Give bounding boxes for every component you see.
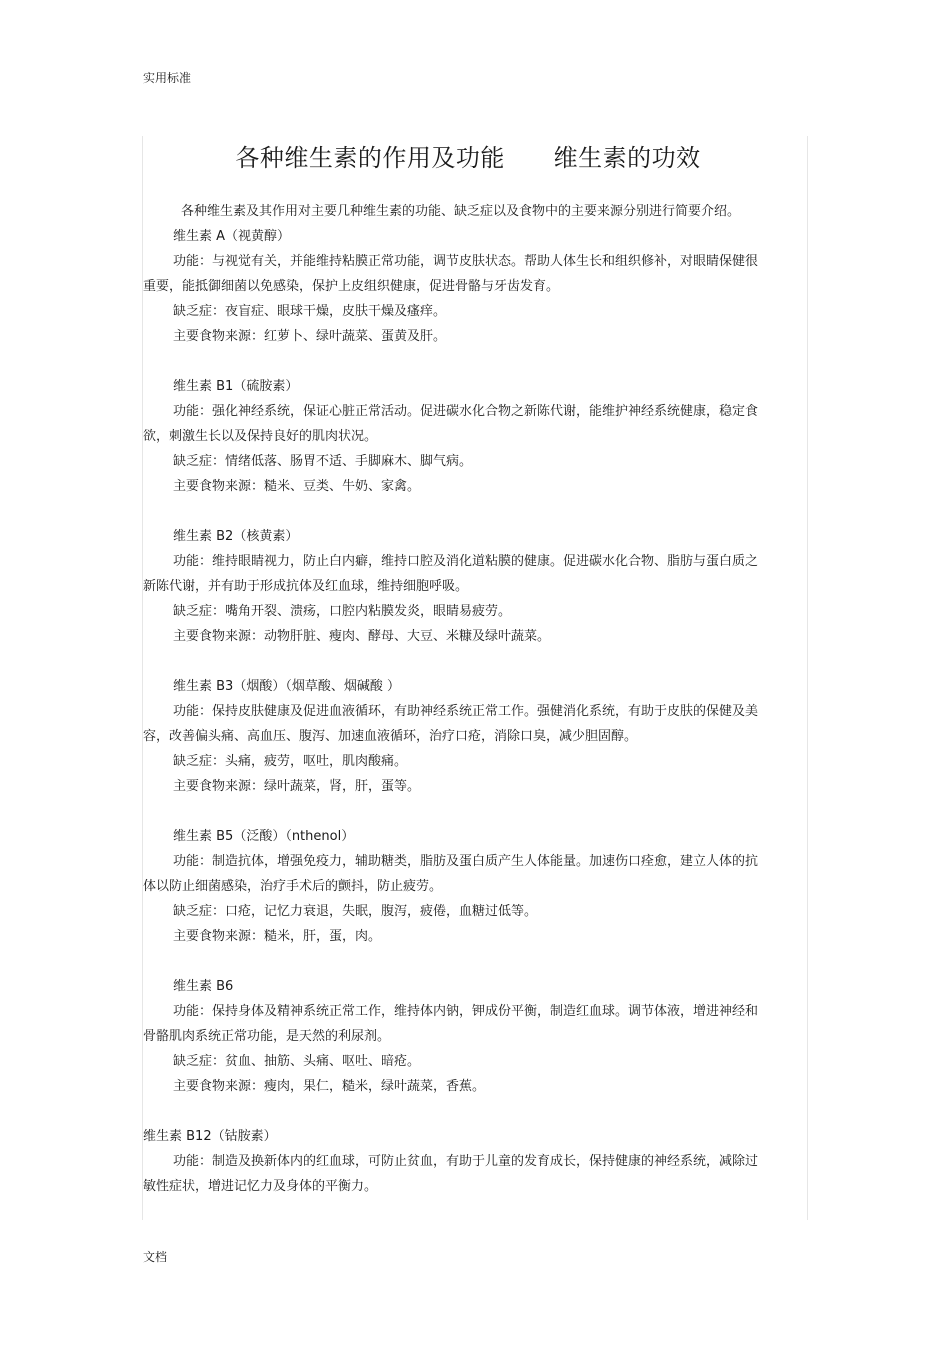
section-sources-vitamin-a: 主要食物来源：红萝卜、绿叶蔬菜、蛋黄及肝。 bbox=[173, 329, 447, 344]
section-heading-vitamin-b3: 维生素 B3（烟酸）（烟草酸、烟碱酸 ） bbox=[173, 679, 400, 694]
section-sources-vitamin-b5: 主要食物来源：糙米，肝，蛋，肉。 bbox=[173, 929, 382, 944]
section-deficiency-vitamin-b6: 缺乏症：贫血、抽筋、头痛、呕吐、暗疮。 bbox=[173, 1054, 421, 1069]
section-deficiency-vitamin-b2: 缺乏症：嘴角开裂、溃疡，口腔内粘膜发炎，眼睛易疲劳。 bbox=[173, 604, 512, 619]
section-deficiency-vitamin-b5: 缺乏症：口疮，记忆力衰退，失眠，腹泻，疲倦，血糖过低等。 bbox=[173, 904, 538, 919]
section-spacer bbox=[143, 649, 761, 674]
section-heading-vitamin-b2: 维生素 B2（核黄素） bbox=[173, 529, 299, 544]
section-sources-vitamin-b1: 主要食物来源：糙米、豆类、牛奶、家禽。 bbox=[173, 479, 421, 494]
document-title: 各种维生素的作用及功能 维生素的功效 bbox=[235, 144, 701, 172]
page-footer-label: 文档 bbox=[143, 1250, 168, 1264]
section-heading-vitamin-b5: 维生素 B5（泛酸）（nthenol） bbox=[173, 829, 355, 844]
section-function-vitamin-b2: 功能：维持眼睛视力，防止白内癖，维持口腔及消化道粘膜的健康。促进碳水化合物、脂肪与蛋白质之新陈代谢，并有助于形成抗体及红血球，维持细胞呼吸。 bbox=[143, 554, 759, 594]
section-spacer bbox=[143, 499, 761, 524]
section-function-vitamin-b12: 功能：制造及换新体内的红血球，可防止贫血，有助于儿童的发育成长，保持健康的神经系统，减除过敏性症状，增进记忆力及身体的平衡力。 bbox=[143, 1154, 759, 1194]
section-deficiency-vitamin-a: 缺乏症：夜盲症、眼球干燥，皮肤干燥及瘙痒。 bbox=[173, 304, 447, 319]
section-heading-vitamin-a: 维生素 A（视黄醇） bbox=[173, 229, 291, 244]
section-spacer bbox=[143, 799, 761, 824]
section-function-vitamin-b6: 功能：保持身体及精神系统正常工作，维持体内钠，钾成份平衡，制造红血球。调节体液，增进神经和骨骼肌肉系统正常功能，是天然的利尿剂。 bbox=[143, 1004, 759, 1044]
section-spacer bbox=[143, 949, 761, 974]
section-heading-vitamin-b1: 维生素 B1（硫胺素） bbox=[173, 379, 299, 394]
intro-paragraph: 各种维生素及其作用对主要几种维生素的功能、缺乏症以及食物中的主要来源分别进行简要介绍。 bbox=[181, 204, 741, 219]
document-body bbox=[143, 199, 761, 1199]
section-function-vitamin-b3: 功能：保持皮肤健康及促进血液循环，有助神经系统正常工作。强健消化系统，有助于皮肤的保健及美容，改善偏头痛、高血压、腹泻、加速血液循环，治疗口疮，消除口臭，减少胆固醇。 bbox=[143, 704, 759, 744]
section-sources-vitamin-b6: 主要食物来源：瘦肉，果仁，糙米，绿叶蔬菜，香蕉。 bbox=[173, 1079, 486, 1094]
right-margin-rule bbox=[807, 136, 808, 1220]
section-deficiency-vitamin-b3: 缺乏症：头痛，疲劳，呕吐，肌肉酸痛。 bbox=[173, 754, 408, 769]
section-spacer bbox=[143, 1099, 761, 1124]
section-sources-vitamin-b2: 主要食物来源：动物肝脏、瘦肉、酵母、大豆、米糠及绿叶蔬菜。 bbox=[173, 629, 551, 644]
section-heading-vitamin-b12: 维生素 B12（钴胺素） bbox=[143, 1129, 277, 1144]
page-header-label: 实用标准 bbox=[143, 71, 192, 85]
section-sources-vitamin-b3: 主要食物来源：绿叶蔬菜，肾，肝，蛋等。 bbox=[173, 779, 421, 794]
section-heading-vitamin-b6: 维生素 B6 bbox=[173, 979, 234, 994]
section-spacer bbox=[143, 349, 761, 374]
section-function-vitamin-b5: 功能：制造抗体，增强免疫力，辅助糖类，脂肪及蛋白质产生人体能量。加速伤口痊愈，建立人体的抗体以防止细菌感染，治疗手术后的颤抖，防止疲劳。 bbox=[143, 854, 759, 894]
section-deficiency-vitamin-b1: 缺乏症：情绪低落、肠胃不适、手脚麻木、脚气病。 bbox=[173, 454, 473, 469]
section-function-vitamin-a: 功能：与视觉有关，并能维持粘膜正常功能，调节皮肤状态。帮助人体生长和组织修补，对眼睛保健很重要，能抵御细菌以免感染，保护上皮组织健康，促进骨骼与牙齿发育。 bbox=[143, 254, 759, 294]
section-function-vitamin-b1: 功能：强化神经系统，保证心脏正常活动。促进碳水化合物之新陈代谢，能维护神经系统健康，稳定食欲，刺激生长以及保持良好的肌肉状况。 bbox=[143, 404, 759, 444]
